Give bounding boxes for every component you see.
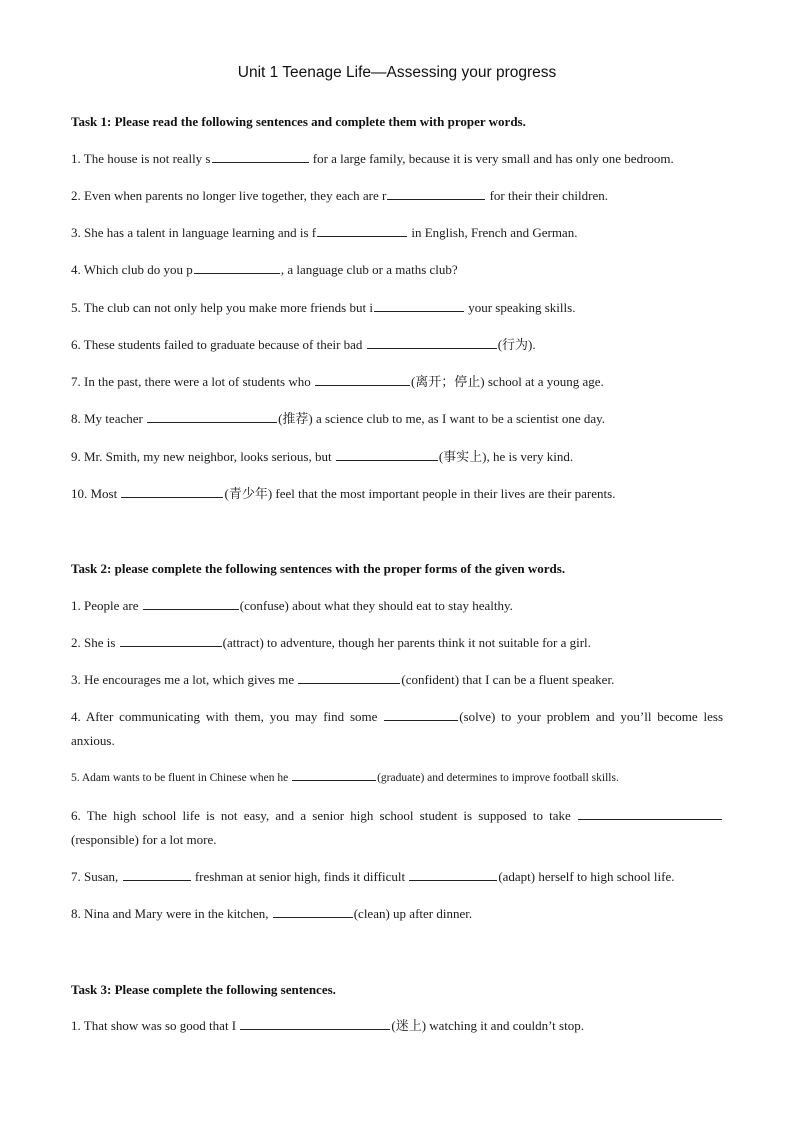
task1-question-7: 7. In the past, there were a lot of students who (离开；停止) school at a young age. xyxy=(71,374,604,389)
task1-question-2: 2. Even when parents no longer live together, they each are r for their their children. xyxy=(71,188,608,203)
answer-blank[interactable] xyxy=(384,707,458,721)
task1-question-6: 6. These students failed to graduate because of their bad (行为). xyxy=(71,337,536,352)
task2-question-3: 3. He encourages me a lot, which gives me (confident) that I can be a fluent speaker. xyxy=(71,672,615,687)
answer-blank[interactable] xyxy=(123,867,191,881)
answer-blank[interactable] xyxy=(292,767,376,781)
answer-blank[interactable] xyxy=(298,670,400,684)
task1-question-1: 1. The house is not really s for a large family, because it is very small and has only one bedroom. xyxy=(71,151,674,166)
task1-question-5: 5. The club can not only help you make more friends but i your speaking skills. xyxy=(71,300,576,315)
answer-blank[interactable] xyxy=(387,186,485,200)
answer-blank[interactable] xyxy=(212,149,309,163)
answer-blank[interactable] xyxy=(121,484,223,498)
answer-blank[interactable] xyxy=(273,904,353,918)
task3-heading: Task 3: Please complete the following sentences. xyxy=(71,982,336,997)
task1-question-3: 3. She has a talent in language learning and is f in English, French and German. xyxy=(71,225,578,240)
task3-question-1: 1. That show was so good that I (迷上) watching it and couldn’t stop. xyxy=(71,1018,584,1033)
answer-blank[interactable] xyxy=(194,260,280,274)
answer-blank[interactable] xyxy=(367,335,497,349)
answer-blank[interactable] xyxy=(147,409,277,423)
task2-heading: Task 2: please complete the following sentences with the proper forms of the given words. xyxy=(71,561,566,576)
task1-heading: Task 1: Please read the following sentences and complete them with proper words. xyxy=(71,114,526,129)
answer-blank[interactable] xyxy=(315,372,410,386)
task1-question-9: 9. Mr. Smith, my new neighbor, looks serious, but (事实上), he is very kind. xyxy=(71,449,574,464)
answer-blank[interactable] xyxy=(374,298,464,312)
answer-blank[interactable] xyxy=(240,1016,390,1030)
answer-blank[interactable] xyxy=(336,447,438,461)
answer-blank[interactable] xyxy=(120,633,222,647)
task2-question-2: 2. She is (attract) to adventure, though her parents think it not suitable for a girl. xyxy=(71,635,591,650)
task1-question-4: 4. Which club do you p , a language club or a maths club? xyxy=(71,262,458,277)
page-title: Unit 1 Teenage Life—Assessing your progress xyxy=(237,64,557,81)
task2-question-4: 4. After communicating with them, you may find some (solve) to your problem and you’ll become less anxious. xyxy=(71,709,724,748)
task2-question-8: 8. Nina and Mary were in the kitchen, (clean) up after dinner. xyxy=(71,906,473,921)
answer-blank[interactable] xyxy=(317,223,407,237)
task1-question-10: 10. Most (青少年) feel that the most important people in their lives are their parents. xyxy=(71,486,616,501)
task2-question-6: 6. The high school life is not easy, and a senior high school student is supposed to take (responsible) for a lot more. xyxy=(71,804,723,852)
answer-blank[interactable] xyxy=(143,596,239,610)
answer-blank[interactable] xyxy=(409,867,497,881)
task2-question-5: 5. Adam wants to be fluent in Chinese when he (graduate) and determines to improve football skills. xyxy=(71,766,723,790)
task2-question-7: 7. Susan, freshman at senior high, finds it difficult (adapt) herself to high school life. xyxy=(71,869,675,884)
task1-question-8: 8. My teacher (推荐) a science club to me, as I want to be a scientist one day. xyxy=(71,411,606,426)
task2-question-1: 1. People are (confuse) about what they should eat to stay healthy. xyxy=(71,598,513,613)
answer-blank[interactable] xyxy=(578,806,722,820)
